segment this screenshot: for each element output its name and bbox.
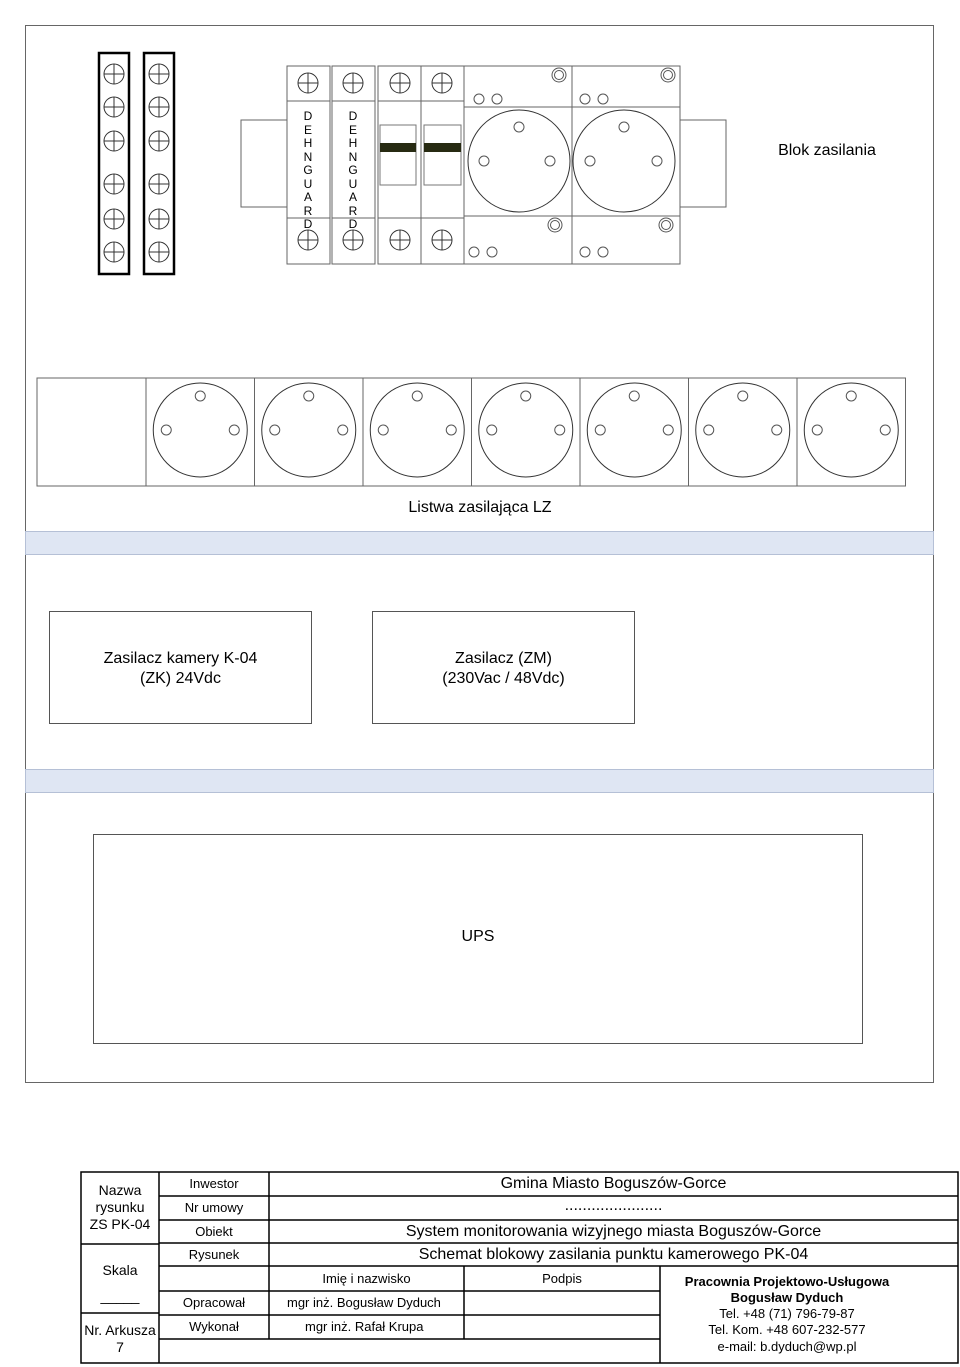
circuit-breaker-2 (421, 66, 464, 264)
signature-column-header: Podpis (542, 1271, 582, 1286)
sheet-number-value: 7 (116, 1339, 124, 1355)
power-strip-socket (255, 378, 364, 486)
executed-by-label: Wykonał (189, 1319, 239, 1334)
ups-box (93, 834, 863, 1044)
title-rysunku-label: rysunku (95, 1199, 145, 1215)
drawing-value: Schemat blokowy zasilania punktu kamerowego PK-04 (418, 1246, 809, 1263)
rail-socket-2 (572, 66, 680, 264)
object-label: Obiekt (195, 1224, 233, 1239)
power-strip-end (37, 378, 146, 486)
dehnguard-label-1: DEHNGUARD (303, 109, 313, 231)
power-strip-socket (797, 378, 906, 486)
rail-socket-1 (464, 66, 572, 264)
company-mobile: Tel. Kom. +48 607-232-577 (708, 1322, 866, 1337)
power-strip-socket (146, 378, 255, 486)
investor-label: Inwestor (189, 1176, 239, 1191)
main-psu-line2: (230Vac / 48Vdc) (442, 670, 565, 687)
investor-value: Gmina Miasto Boguszów-Gorce (500, 1175, 727, 1192)
object-value: System monitorowania wizyjnego miasta Boguszów-Gorce (405, 1223, 822, 1240)
power-strip-socket (472, 378, 581, 486)
din-rail-bar-2 (25, 769, 934, 793)
contract-value: ...................... (564, 1197, 663, 1214)
prepared-by-name: mgr inż. Bogusław Dyduch (287, 1295, 441, 1310)
rail-end-left (241, 120, 287, 207)
executed-by-name: mgr inż. Rafał Krupa (305, 1319, 424, 1334)
main-power-supply-box (372, 611, 635, 724)
power-strip-socket (689, 378, 798, 486)
prepared-by-label: Opracował (182, 1295, 246, 1310)
power-strip-socket (580, 378, 689, 486)
scale-label: Skala (102, 1262, 138, 1278)
company-name: Pracownia Projektowo-Usługowa (684, 1274, 890, 1289)
power-strip-sockets (146, 378, 906, 486)
listwa-title: Listwa zasilająca LZ (408, 499, 552, 516)
camera-psu-line1: Zasilacz kamery K-04 (103, 650, 258, 667)
scale-value: _____ (100, 1288, 140, 1304)
circuit-breaker-1 (378, 66, 421, 264)
sheet-number-label: Nr. Arkusza (84, 1322, 156, 1338)
din-rail-bar-1 (25, 531, 934, 555)
terminal-strip-right (144, 53, 174, 274)
rail-end-right (680, 120, 726, 207)
camera-psu-line2: (ZK) 24Vdc (140, 670, 221, 687)
power-strip-diagram (0, 370, 960, 495)
power-strip-socket (363, 378, 472, 486)
main-psu-line1: Zasilacz (ZM) (455, 650, 552, 667)
drawing-id: ZS PK-04 (89, 1216, 151, 1232)
blok-zasilania-title: Blok zasilania (778, 142, 876, 159)
drawing-label: Rysunek (188, 1247, 240, 1262)
company-owner: Bogusław Dyduch (730, 1290, 844, 1305)
terminal-strip-left (99, 53, 129, 274)
name-column-header: Imię i nazwisko (322, 1271, 411, 1286)
dehnguard-label-2: DEHNGUARD (348, 109, 358, 231)
contract-label: Nr umowy (184, 1200, 244, 1215)
ups-label: UPS (461, 928, 495, 945)
company-email: e-mail: b.dyduch@wp.pl (717, 1339, 857, 1354)
company-phone: Tel. +48 (71) 796-79-87 (719, 1306, 855, 1321)
camera-power-supply-box (49, 611, 312, 724)
title-nazwa-label: Nazwa (98, 1182, 142, 1198)
